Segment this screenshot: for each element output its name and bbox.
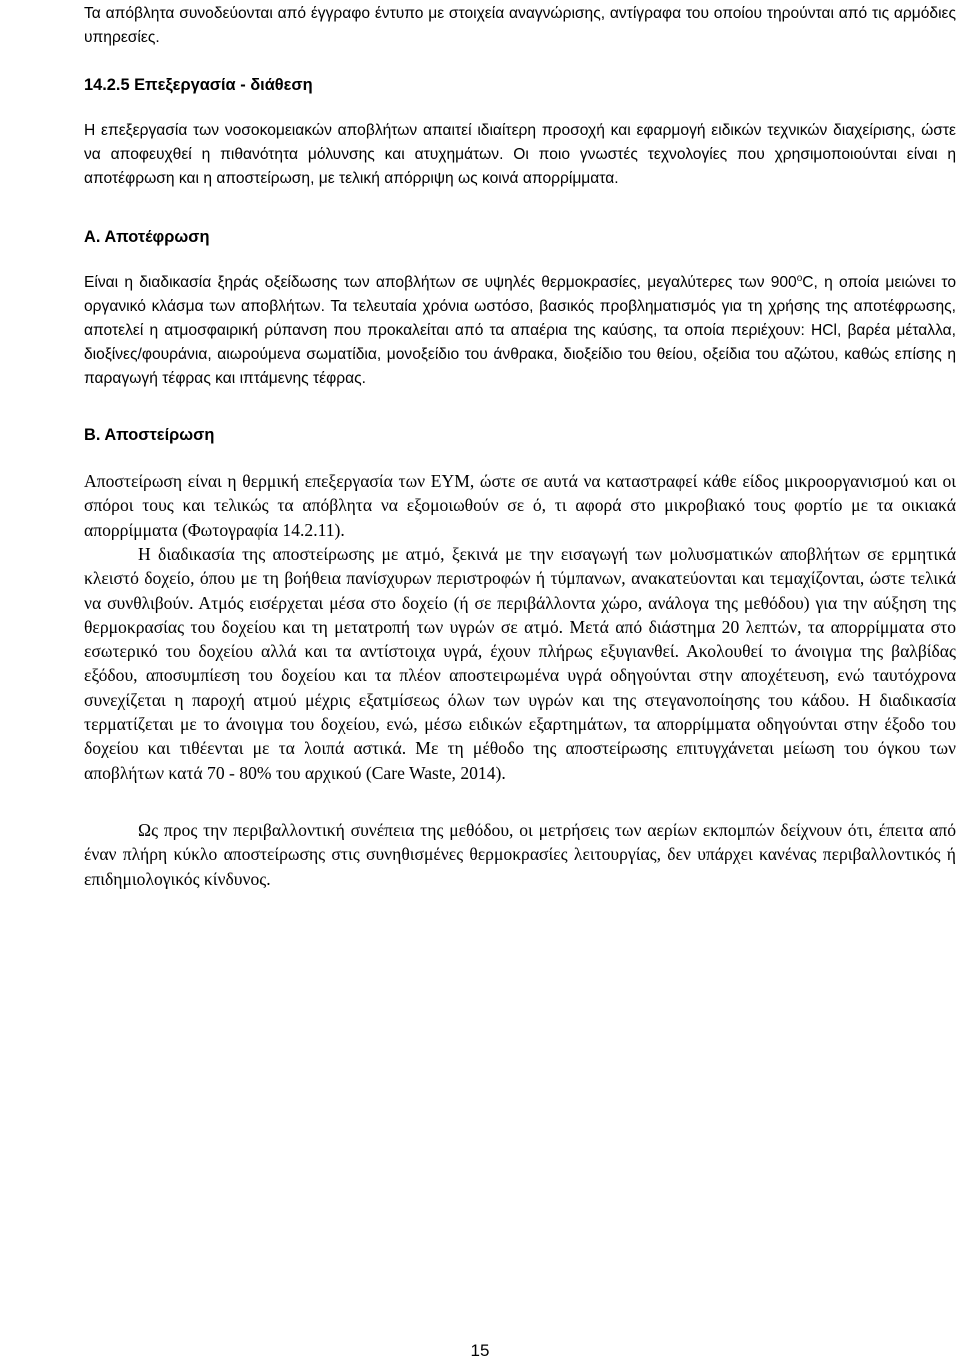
sterilization-paragraph-3: Ως προς την περιβαλλοντική συνέπεια της μεθόδου, οι μετρήσεις των αερίων εκπομπών δείχνουν ότι, έπειτα από έναν πλήρη κύκλο αποστείρωσης στις συνηθισμένες θερμοκρασίες λειτουργίας, δεν υπάρχει κανένας περιβαλλοντικός ή επιδημιολογικός κίνδυνος. [84, 820, 956, 889]
sterilization-paragraph-2: Η διαδικασία της αποστείρωσης με ατμό, ξεκινά με την εισαγωγή των μολυσματικών αποβλήτων σε ερμητικά κλειστό δοχείο, όπου με τη βοήθεια πανίσχυρων περιστροφών ή τύμπανων, ανακατεύονται και τεμαχίζονται, ώστε τελικά να συνθλιβούν. Ατμός εισέρχεται μέσα στο δοχείο (ή σε περιβάλλοντα χώρο, ανάλογα της μεθόδου) για την αύξηση της θερμοκρασίας του δοχείου και τη μετατροπή των υγρών σε ατμό. Μετά από διάστημα 20 λεπτών, τα απορρίμματα στο εσωτερικό του δοχείου αλλά και τα αντίστοιχα υγρά, έχουν πλήρως εξυγιανθεί. Ακολουθεί το άνοιγμα της βαλβίδας εξόδου, αποσυμπίεση του δοχείου και τα πλέον αποστειρωμένα υγρά οδηγούνται στην αποχέτευση, ενώ ταυτόχρονα συνεχίζεται η παροχή ατμού μέχρις εξατμίσεως όλων των υγρών και της στεγανοποίησης του κάδου. Η διαδικασία τερματίζεται με το άνοιγμα του δοχείου, ενώ, μέσω ειδικών εξαρτημάτων, τα απορρίμματα οδηγούνται στην έξοδο του δοχείου και τιθέενται με τα λοιπά αστικά. Με τη μέθοδο της αποστείρωσης επιτυγχάνεται μείωση του όγκου των αποβλήτων κατά 70 - 80% του αρχικού (Care Waste, 2014). [84, 544, 956, 783]
sterilization-paragraph-1: Αποστείρωση είναι η θερμική επεξεργασία των ΕΥΜ, ώστε σε αυτά να καταστραφεί κάθε είδος μικροοργανισμού και οι σπόροι τους και τελικώς τα απόβλητα να εξομοιωθούν σε ό, τι αφορά στο μικροβιακό τους φορτίο με τα οικιακά απορρίμματα (Φωτογραφία 14.2.11). [84, 471, 956, 540]
page-number: 15 [470, 1341, 490, 1360]
incineration-text-part1: Είναι η διαδικασία ξηράς οξείδωσης των αποβλήτων σε υψηλές θερμοκρασίες, μεγαλύτερες των 900 [84, 274, 797, 291]
section-paragraph: Η επεξεργασία των νοσοκομειακών αποβλήτων απαιτεί ιδιαίτερη προσοχή και εφαρμογή ειδικών τεχνικών διαχείρισης, ώστε να αποφευχθεί η πιθανότητα μόλυνσης και ατυχημάτων. Οι ποιο γνωστές τεχνολογίες που χρησιμοποιούνται είναι η αποτέφρωση και η αποστείρωση, με τελική απόρριψη ως κοινά απορρίμματα. [84, 122, 956, 187]
incineration-paragraph [84, 271, 956, 391]
incineration-text-part2: C, η οποία μειώνει το οργανικό κλάσμα των αποβλήτων. Τα τελευταία χρόνια ωστόσο, βασικός προβληματισμός για τη χρήσης της αποτέφρωσης, αποτελεί η ατμοσφαιρική ρύπανση που προκαλείται από τα απαέρια της καύσης, τα οποία περιέχουν: HCl, βαρέα μέταλλα, διοξίνες/φουράνια, αιωρούμενα σωματίδια, μονοξείδιο του άνθρακα, διοξείδιο του θείου, οξείδια του αζώτου, καθώς επίσης η παραγωγή τέφρας και ιπτάμενης τέφρας. [84, 274, 956, 387]
incineration-heading: Α. Αποτέφρωση [84, 228, 210, 246]
section-heading: 14.2.5 Επεξεργασία - διάθεση [84, 76, 313, 94]
intro-paragraph: Τα απόβλητα συνοδεύονται από έγγραφο έντυπο με στοιχεία αναγνώρισης, αντίγραφα του οποίου τηρούνται από τις αρμόδιες υπηρεσίες. [84, 5, 956, 46]
sterilization-heading: Β. Αποστείρωση [84, 426, 215, 444]
degree-superscript: o [796, 272, 803, 284]
